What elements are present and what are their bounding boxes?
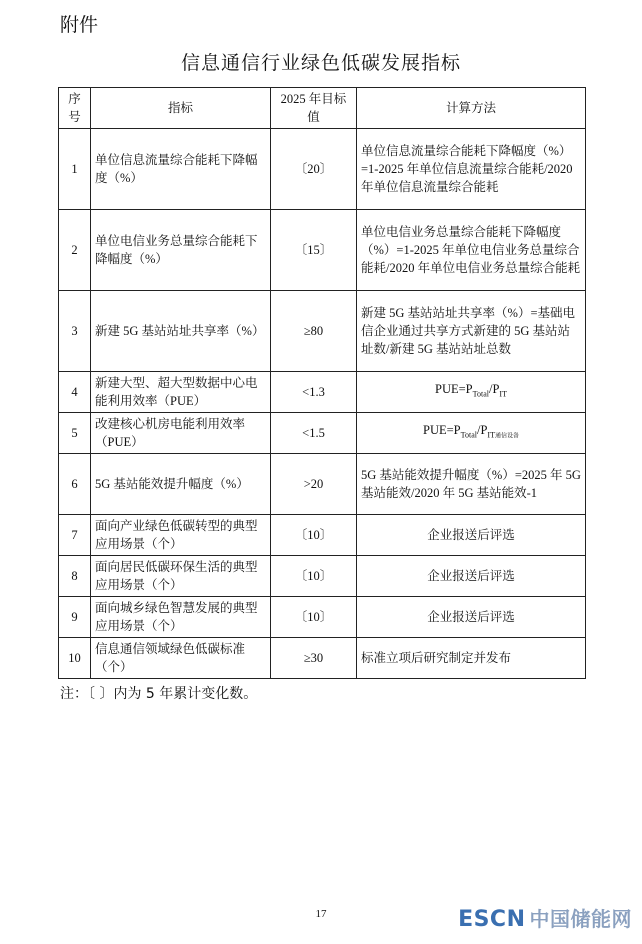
row-no: 3 <box>59 291 91 372</box>
table-row <box>59 210 586 291</box>
watermark-cn: 中国储能网 <box>529 907 632 931</box>
row-indicator: 新建大型、超大型数据中心电能利用效率（PUE） <box>91 372 271 413</box>
page-number: 17 <box>315 908 327 920</box>
table-row <box>59 638 586 679</box>
row-no: 4 <box>59 372 91 413</box>
row-target: 〔15〕 <box>271 210 357 291</box>
row-target: ≥80 <box>271 291 357 372</box>
row-no: 7 <box>59 515 91 556</box>
row-method: $PUE=P_{Total}/P_{IT}$ <box>357 372 586 413</box>
row-indicator: 新建 5G 基站站址共享率（%） <box>91 291 271 372</box>
row-no: 2 <box>59 210 91 291</box>
row-no: 1 <box>59 129 91 210</box>
row-target: 〔20〕 <box>271 129 357 210</box>
row-no: 9 <box>59 597 91 638</box>
row-indicator: 单位电信业务总量综合能耗下降幅度（%） <box>91 210 271 291</box>
table-row <box>59 515 586 556</box>
table-note: 注：〔 〕内为 5 年累计变化数。 <box>60 686 258 702</box>
row-indicator: 5G 基站能效提升幅度（%） <box>91 454 271 515</box>
row-method: 标准立项后研究制定并发布 <box>357 638 586 679</box>
row-indicator: 改建核心机房电能利用效率（PUE） <box>91 413 271 454</box>
row-indicator: 面向居民低碳环保生活的典型应用场景（个） <box>91 556 271 597</box>
table-header-row <box>59 88 586 129</box>
document-title: 信息通信行业绿色低碳发展指标 <box>180 52 461 74</box>
table-row <box>59 372 586 413</box>
table-row <box>59 291 586 372</box>
row-target: 〔10〕 <box>271 515 357 556</box>
row-method: 企业报送后评选 <box>357 597 586 638</box>
row-no: 5 <box>59 413 91 454</box>
row-method: 企业报送后评选 <box>357 515 586 556</box>
row-method: 企业报送后评选 <box>357 556 586 597</box>
watermark-logo <box>458 903 632 932</box>
row-method: 单位电信业务总量综合能耗下降幅度（%）=1-2025 年单位电信业务总量综合能耗/2020 年单位电信业务总量综合能耗 <box>357 210 586 291</box>
row-indicator: 面向城乡绿色智慧发展的典型应用场景（个） <box>91 597 271 638</box>
watermark-brand: ESCN <box>458 907 526 932</box>
row-target: <1.3 <box>271 372 357 413</box>
header-no: 序号 <box>59 88 91 129</box>
table-row <box>59 556 586 597</box>
attachment-label: 附件 <box>60 14 99 36</box>
row-no: 10 <box>59 638 91 679</box>
header-target: 2025 年目标值 <box>271 88 357 129</box>
row-no: 8 <box>59 556 91 597</box>
row-target: ≥30 <box>271 638 357 679</box>
table-row <box>59 413 586 454</box>
row-method: $PUE=P_{Total}/P_{IT通信设备}$ <box>357 413 586 454</box>
row-indicator: 面向产业绿色低碳转型的典型应用场景（个） <box>91 515 271 556</box>
table-row <box>59 597 586 638</box>
row-no: 6 <box>59 454 91 515</box>
row-method: 新建 5G 基站站址共享率（%）=基础电信企业通过共享方式新建的 5G 基站站址数/新建 5G 基站站址总数 <box>357 291 586 372</box>
row-indicator: 信息通信领域绿色低碳标准（个） <box>91 638 271 679</box>
table-row <box>59 454 586 515</box>
row-target: <1.5 <box>271 413 357 454</box>
indicator-table <box>58 87 586 679</box>
row-indicator: 单位信息流量综合能耗下降幅度（%） <box>91 129 271 210</box>
row-method: 单位信息流量综合能耗下降幅度（%）=1-2025 年单位信息流量综合能耗/2020 年单位信息流量综合能耗 <box>357 129 586 210</box>
row-target: >20 <box>271 454 357 515</box>
header-method: 计算方法 <box>357 88 586 129</box>
row-method: 5G 基站能效提升幅度（%）=2025 年 5G 基站能效/2020 年 5G 基站能效-1 <box>357 454 586 515</box>
row-target: 〔10〕 <box>271 597 357 638</box>
header-indicator: 指标 <box>91 88 271 129</box>
table-row <box>59 129 586 210</box>
row-target: 〔10〕 <box>271 556 357 597</box>
